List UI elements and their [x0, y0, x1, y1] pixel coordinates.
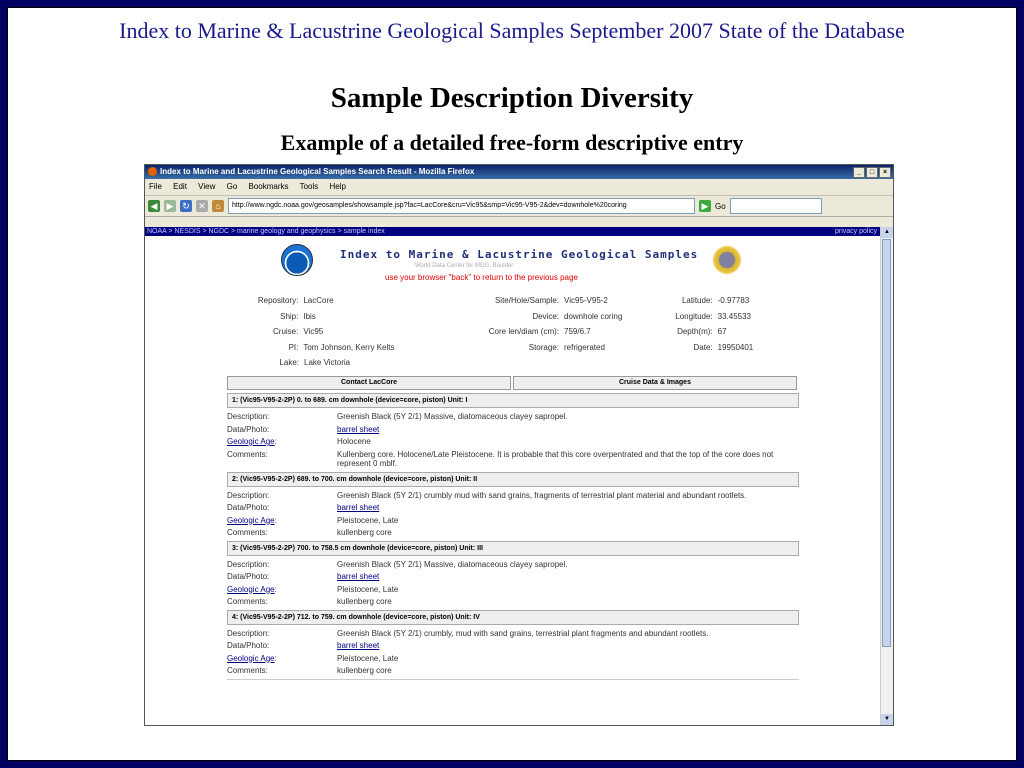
- unit-row: [227, 654, 799, 664]
- window-title: Index to Marine and Lacustrine Geological Samples Search Result - Mozilla Firefox: [160, 167, 475, 176]
- breadcrumb: [145, 227, 881, 236]
- barrel-sheet-link[interactable]: barrel sheet: [337, 503, 380, 512]
- unit-label: Data/Photo:: [227, 572, 270, 581]
- geologic-age-link[interactable]: Geologic Age: [227, 515, 275, 525]
- navigation-toolbar: [145, 196, 893, 217]
- unit-description: Greenish Black (5Y 2/1) Massive, diatomaceous clayey sapropel.: [337, 412, 568, 421]
- meta-label: Longitude:: [675, 311, 713, 321]
- url-input[interactable]: http://www.ngdc.noaa.gov/geosamples/showsample.jsp?fac=LacCore&cru=Vic95&smp=Vic95-V95-2&dev=downhole%20coring: [228, 198, 695, 214]
- cruise-data-button[interactable]: Cruise Data & Images: [513, 376, 797, 390]
- meta-row: [227, 355, 787, 371]
- unit-row: [227, 666, 799, 676]
- meta-value: 759/6.7: [564, 327, 591, 337]
- sample-metadata: [227, 293, 787, 371]
- label-colon: :: [274, 437, 277, 446]
- unit-label: Data/Photo:: [227, 503, 270, 512]
- meta-value: Vic95: [303, 327, 324, 337]
- meta-value: downhole coring: [564, 311, 623, 321]
- unit-label: [227, 585, 337, 595]
- breadcrumb-text[interactable]: NOAA > NESDIS > NGDC > marine geology and geophysics > sample index: [147, 228, 385, 235]
- unit-label: [227, 437, 337, 447]
- back-icon[interactable]: ◀: [148, 200, 160, 212]
- meta-row: [227, 293, 787, 309]
- menu-help[interactable]: Help: [329, 182, 346, 191]
- meta-value: refrigerated: [564, 342, 605, 352]
- meta-label: Device:: [532, 311, 559, 321]
- units-divider: [227, 679, 799, 682]
- unit-label: Description:: [227, 412, 270, 421]
- sample-units: [227, 393, 799, 682]
- scroll-up-icon[interactable]: ▲: [881, 227, 893, 238]
- unit-comments: Kullenberg core. Holocene/Late Pleistocene. It is probable that this core overpentrated and that the top of the core does not represent 0 mblf.: [337, 449, 774, 468]
- search-input[interactable]: [730, 198, 822, 214]
- unit-description: Greenish Black (5Y 2/1) Massive, diatomaceous clayey sapropel.: [337, 559, 568, 569]
- meta-value: -0.97783: [717, 296, 750, 306]
- unit-comments: kullenberg core: [337, 597, 392, 606]
- go-icon[interactable]: ▶: [699, 200, 711, 212]
- firefox-icon: [148, 167, 157, 176]
- meta-label: Cruise:: [273, 327, 299, 337]
- unit-label: Comments:: [227, 528, 268, 537]
- menu-view[interactable]: View: [198, 182, 216, 191]
- unit-row: [227, 572, 799, 582]
- forward-icon[interactable]: ▶: [164, 200, 176, 212]
- unit-comments: kullenberg core: [337, 528, 392, 537]
- unit-row: [227, 437, 799, 447]
- meta-label: Date:: [693, 342, 713, 352]
- unit-row: [227, 528, 799, 538]
- unit-label: Data/Photo:: [227, 641, 270, 650]
- unit-label: Data/Photo:: [227, 424, 270, 434]
- unit-header: 3: (Vic95-V95-2-2P) 700. to 758.5 cm downhole (device=core, piston) Unit: III: [227, 541, 799, 556]
- unit-row: [227, 629, 799, 639]
- geologic-age-link[interactable]: Geologic Age: [227, 653, 275, 663]
- slide-header: Index to Marine & Lacustrine Geological Samples September 2007 State of the Database: [119, 18, 905, 43]
- meta-row: [227, 340, 787, 356]
- barrel-sheet-link[interactable]: barrel sheet: [337, 572, 380, 581]
- menu-go[interactable]: Go: [226, 182, 238, 191]
- unit-block: [227, 393, 799, 469]
- site-header: [145, 236, 881, 288]
- meta-label: Core len/diam (cm):: [488, 327, 559, 337]
- meta-value: Vic95-V95-2: [564, 296, 608, 306]
- slide-title: Sample Description Diversity: [330, 82, 694, 114]
- vertical-scrollbar[interactable]: [880, 227, 893, 725]
- stop-icon[interactable]: ✕: [196, 200, 208, 212]
- geologic-age-link[interactable]: Geologic Age: [227, 437, 275, 446]
- meta-value: Lake Victoria: [304, 358, 351, 368]
- unit-label: [227, 516, 337, 526]
- close-button[interactable]: ×: [879, 167, 891, 178]
- meta-label: Site/Hole/Sample:: [494, 296, 559, 306]
- wdc-seal-icon: [713, 246, 741, 274]
- unit-label: Description:: [227, 490, 270, 500]
- meta-label: Lake:: [279, 358, 299, 368]
- action-buttons: [227, 376, 797, 390]
- meta-row: [227, 309, 787, 325]
- barrel-sheet-link[interactable]: barrel sheet: [337, 424, 380, 434]
- menu-bookmarks[interactable]: Bookmarks: [248, 182, 289, 191]
- maximize-button[interactable]: □: [866, 167, 878, 178]
- unit-description: Greenish Black (5Y 2/1) crumbly mud with sand grains, fragments of terrestrial plant material and abundant rootlets.: [337, 490, 747, 500]
- unit-header: 4: (Vic95-V95-2-2P) 712. to 759. cm downhole (device=core, piston) Unit: IV: [227, 610, 799, 625]
- window-titlebar[interactable]: [145, 165, 893, 179]
- meta-value: 19950401: [717, 342, 754, 352]
- unit-label: Comments:: [227, 597, 268, 606]
- scroll-down-icon[interactable]: ▼: [881, 714, 893, 725]
- slide-subtitle: Example of a detailed free-form descriptive entry: [280, 130, 744, 155]
- unit-age: Pleistocene, Late: [337, 515, 399, 525]
- unit-label: Description:: [227, 628, 270, 638]
- browser-window: [144, 164, 894, 726]
- unit-row: [227, 597, 799, 607]
- unit-comments: kullenberg core: [337, 666, 392, 675]
- unit-age: Pleistocene, Late: [337, 653, 399, 663]
- label-colon: :: [274, 584, 277, 594]
- meta-label: Storage:: [528, 342, 559, 352]
- scroll-thumb[interactable]: [882, 239, 891, 647]
- unit-header: 2: (Vic95-V95-2-2P) 689. to 700. cm downhole (device=core, piston) Unit: II: [227, 472, 799, 487]
- unit-age: Pleistocene, Late: [337, 584, 399, 594]
- unit-row: [227, 641, 799, 651]
- back-note: use your browser "back" to return to the previous page: [385, 273, 578, 282]
- unit-label: [227, 654, 337, 664]
- unit-description: Greenish Black (5Y 2/1) crumbly, mud with sand grains, terrestrial plant fragments and abundant rootlets.: [337, 628, 709, 638]
- meta-value: 67: [717, 327, 727, 337]
- unit-row: [227, 450, 799, 469]
- unit-header: 1: (Vic95-V95-2-2P) 0. to 689. cm downhole (device=core, piston) Unit: I: [227, 393, 799, 408]
- slide: [7, 7, 1017, 761]
- barrel-sheet-link[interactable]: barrel sheet: [337, 641, 380, 650]
- unit-row: [227, 560, 799, 570]
- label-colon: :: [274, 653, 277, 663]
- unit-row: [227, 503, 799, 513]
- home-icon[interactable]: ⌂: [212, 200, 224, 212]
- unit-block: [227, 610, 799, 682]
- meta-value: 33.45533: [717, 311, 752, 321]
- meta-value: LacCore: [303, 296, 334, 306]
- geologic-age-link[interactable]: Geologic Age: [227, 584, 275, 594]
- minimize-button[interactable]: _: [853, 167, 865, 178]
- unit-label: Description:: [227, 559, 270, 569]
- meta-label: PI:: [288, 342, 299, 352]
- unit-row: [227, 491, 799, 501]
- menu-file[interactable]: File: [149, 182, 162, 191]
- privacy-link[interactable]: privacy policy: [834, 228, 877, 235]
- menubar: [145, 179, 893, 196]
- unit-age: Holocene: [337, 437, 371, 446]
- meta-label: Repository:: [257, 296, 299, 306]
- unit-row: [227, 585, 799, 595]
- menu-tools[interactable]: Tools: [299, 182, 319, 191]
- label-colon: :: [274, 515, 277, 525]
- meta-label: Ship:: [280, 311, 299, 321]
- menu-edit[interactable]: Edit: [173, 182, 187, 191]
- meta-row: [227, 324, 787, 340]
- noaa-logo-icon: [281, 244, 313, 276]
- unit-row: [227, 425, 799, 435]
- meta-value: Ibis: [303, 311, 316, 321]
- unit-block: [227, 472, 799, 538]
- site-title: Index to Marine & Lacustrine Geological Samples: [340, 248, 699, 261]
- reload-icon[interactable]: ↻: [180, 200, 192, 212]
- go-button[interactable]: Go: [715, 201, 726, 211]
- unit-row: [227, 516, 799, 526]
- meta-value: Tom Johnson, Kerry Kelts: [303, 342, 395, 352]
- unit-block: [227, 541, 799, 607]
- unit-label: Comments:: [227, 449, 268, 459]
- site-subtitle: World Data Center for MGG, Boulder: [415, 263, 514, 269]
- unit-row: [227, 412, 799, 422]
- contact-laccore-button[interactable]: Contact LacCore: [227, 376, 511, 390]
- meta-label: Depth(m):: [677, 327, 713, 337]
- unit-label: Comments:: [227, 666, 268, 675]
- meta-label: Latitude:: [681, 296, 713, 306]
